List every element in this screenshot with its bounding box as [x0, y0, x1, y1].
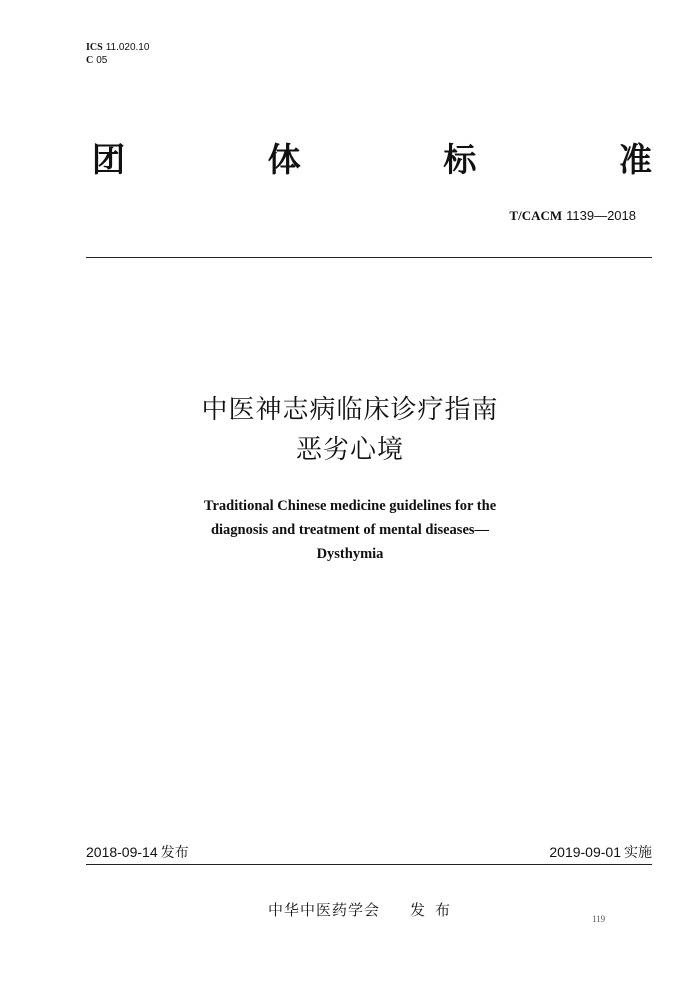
ics-number: 11.020.10 — [105, 42, 150, 53]
ccs-line — [86, 54, 149, 67]
issue-date-label: 发布 — [160, 845, 189, 861]
standard-type-char: 准 — [618, 140, 652, 179]
ccs-label: C — [86, 55, 94, 66]
standard-type-char: 体 — [267, 140, 301, 179]
ics-line — [86, 41, 149, 54]
standard-type-char: 团 — [92, 140, 125, 179]
chinese-title — [0, 390, 700, 470]
top-divider — [86, 257, 652, 258]
issue-date-value: 2018-09-14 — [86, 844, 158, 860]
issue-date — [86, 843, 189, 862]
english-title-line-1: Traditional Chinese medicine guidelines for the — [203, 498, 497, 514]
standard-number — [509, 207, 636, 226]
ccs-number: 05 — [96, 55, 108, 66]
implementation-date-value: 2019-09-01 — [549, 844, 621, 860]
publisher-action: 发布 — [410, 901, 461, 919]
english-title-line-3: Dysthymia — [316, 546, 384, 562]
chinese-title-line-2: 恶劣心境 — [295, 435, 404, 465]
standard-type-char: 标 — [443, 140, 477, 179]
implementation-date — [549, 843, 652, 862]
ics-label: ICS — [86, 42, 103, 53]
publisher-name: 中华中医药学会 — [268, 901, 381, 919]
standard-number-prefix: T/CACM — [509, 208, 563, 223]
standard-number-value: 1139—2018 — [566, 208, 636, 223]
english-title — [0, 494, 700, 566]
publisher — [268, 900, 460, 920]
implementation-date-label: 实施 — [624, 845, 652, 861]
chinese-title-line-1: 中医神志病临床诊疗指南 — [201, 395, 499, 425]
classification-codes — [86, 41, 149, 67]
page-number: 119 — [592, 914, 606, 924]
english-title-line-2: diagnosis and treatment of mental diseases— — [210, 522, 490, 538]
standard-type-heading — [92, 140, 652, 180]
bottom-divider — [86, 864, 652, 865]
